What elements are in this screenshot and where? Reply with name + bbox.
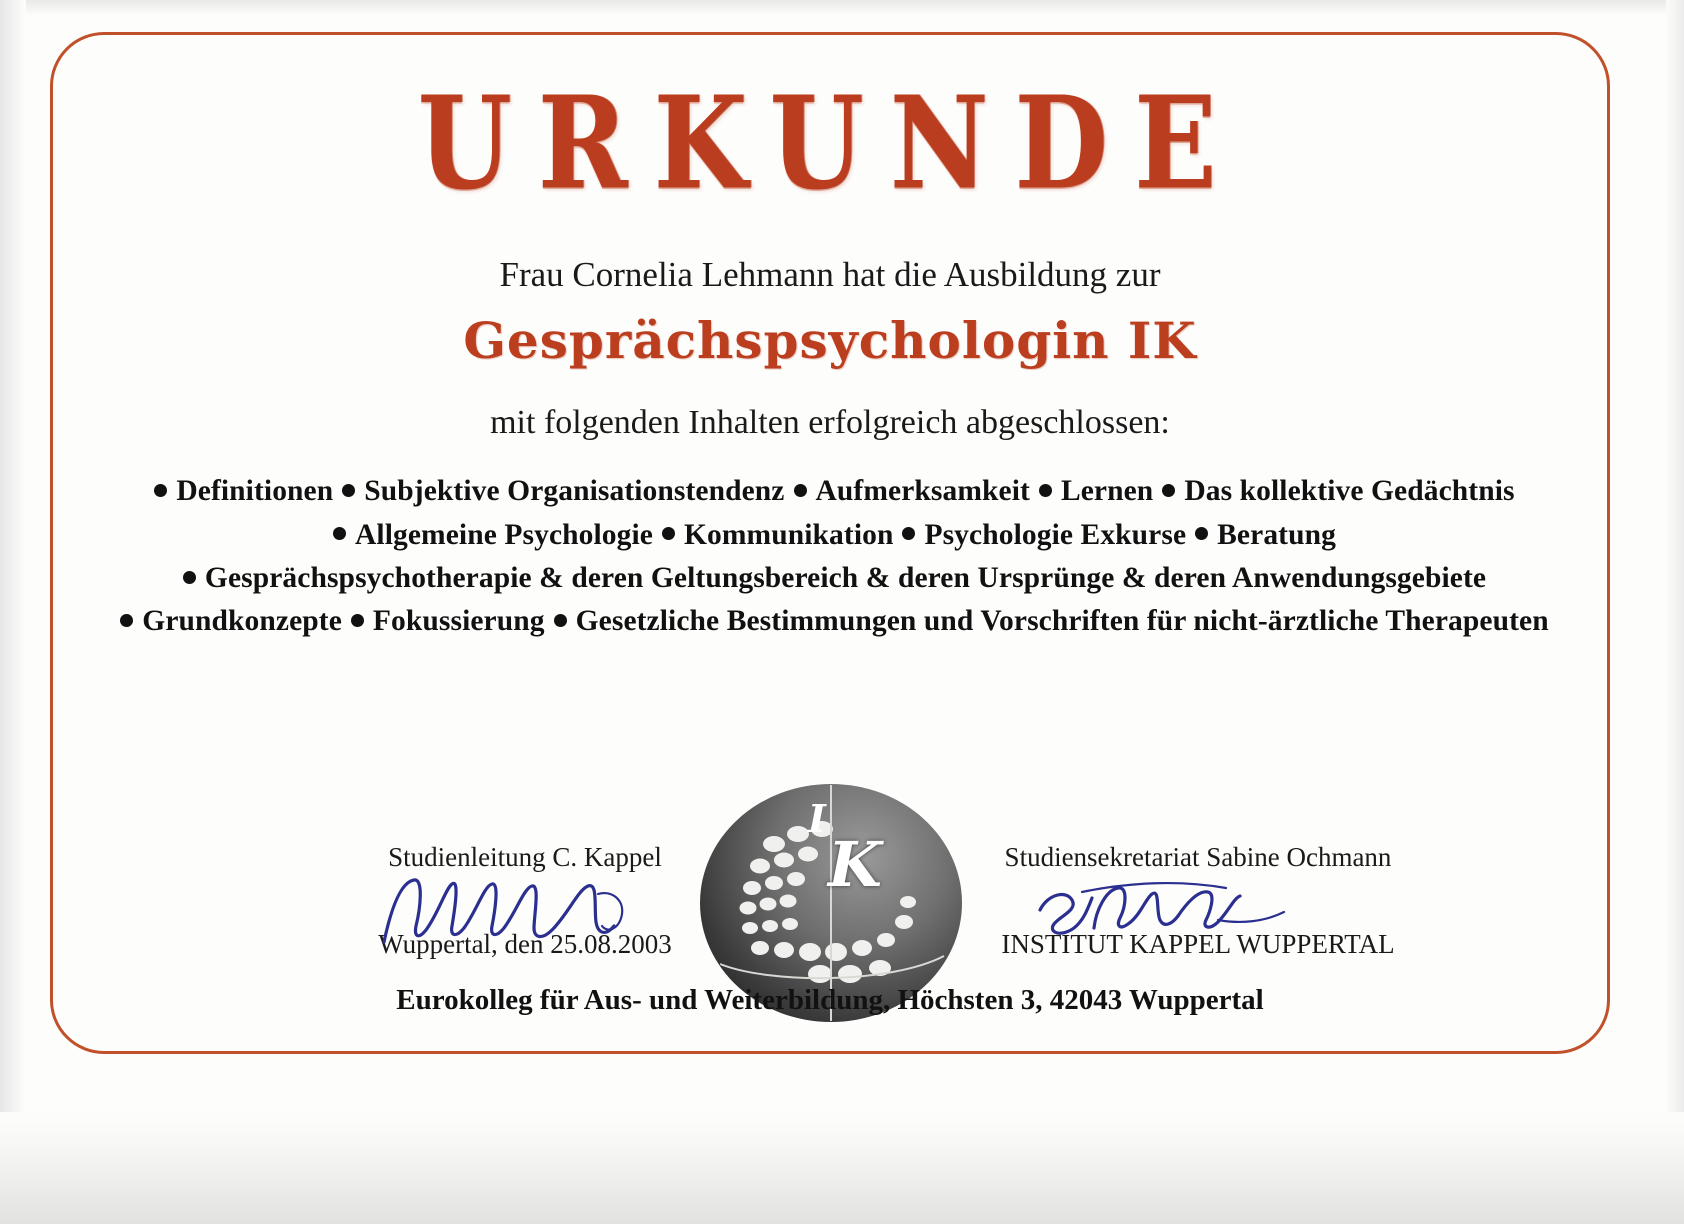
content-item: Gesprächspsychotherapie & deren Geltungsbereich & deren Ursprünge & deren Anwendungsgebiete (204, 562, 1487, 595)
seal-mark-letter: K (828, 828, 882, 901)
bullet-icon (662, 527, 675, 540)
seal-accent-letter: I (808, 796, 826, 841)
content-row (102, 470, 1558, 513)
recipient-line: Frau Cornelia Lehmann hat die Ausbildung zur (499, 255, 1161, 295)
content-item: Grundkonzepte (142, 605, 342, 638)
bullet-icon (902, 527, 915, 540)
signature-block-left (360, 842, 690, 960)
content-item: Allgemeine Psychologie (355, 518, 653, 551)
content-item: Gesetzliche Bestimmungen und Vorschriften für nicht-ärztliche Therapeuten (575, 605, 1549, 638)
institute-name: INSTITUT KAPPEL WUPPERTAL (1001, 929, 1395, 959)
bullet-icon (1195, 527, 1208, 540)
content-item: Fokussierung (372, 605, 545, 638)
scan-edge-bottom (0, 1112, 1684, 1224)
bullet-icon (351, 614, 364, 627)
bullet-icon (794, 484, 807, 497)
content-row (102, 600, 1558, 643)
content-row (102, 514, 1558, 557)
content-item: Subjektive Organisationstendenz (364, 475, 785, 508)
content-row (102, 557, 1558, 600)
bullet-icon (154, 484, 167, 497)
scan-edge-left (0, 0, 26, 1224)
certificate-title: URKUNDE (417, 69, 1243, 219)
content-item: Kommunikation (683, 518, 894, 551)
scan-edge-top (0, 0, 1684, 14)
footer-address: Eurokolleg für Aus- und Weiterbildung, Höchsten 3, 42043 Wuppertal (396, 984, 1264, 1016)
signature-caption-left: Studienleitung C. Kappel (388, 842, 662, 872)
content-item: Lernen (1060, 475, 1154, 508)
qualification-title: Gesprächspsychologin IK (463, 311, 1197, 371)
content-item: Das kollektive Gedächtnis (1184, 475, 1515, 508)
bullet-icon (120, 614, 133, 627)
bullet-icon (183, 571, 196, 584)
bullet-icon (554, 614, 567, 627)
signature-block-right (988, 842, 1408, 960)
content-item: Definitionen (176, 475, 334, 508)
certificate-body (50, 32, 1610, 1054)
bullet-icon (1162, 484, 1175, 497)
content-item: Psychologie Exkurse (924, 518, 1187, 551)
bullet-icon (333, 527, 346, 540)
signature-place-date: Wuppertal, den 25.08.2003 (378, 929, 672, 959)
intro-line: mit folgenden Inhalten erfolgreich abgeschlossen: (490, 404, 1170, 442)
bullet-icon (1039, 484, 1052, 497)
signature-caption-right: Studiensekretariat Sabine Ochmann (1004, 842, 1392, 872)
scan-edge-right (1666, 0, 1684, 1224)
content-list (102, 470, 1558, 643)
content-item: Aufmerksamkeit (815, 475, 1030, 508)
bullet-icon (342, 484, 355, 497)
signature-area (102, 784, 1558, 1014)
content-item: Beratung (1217, 518, 1336, 551)
